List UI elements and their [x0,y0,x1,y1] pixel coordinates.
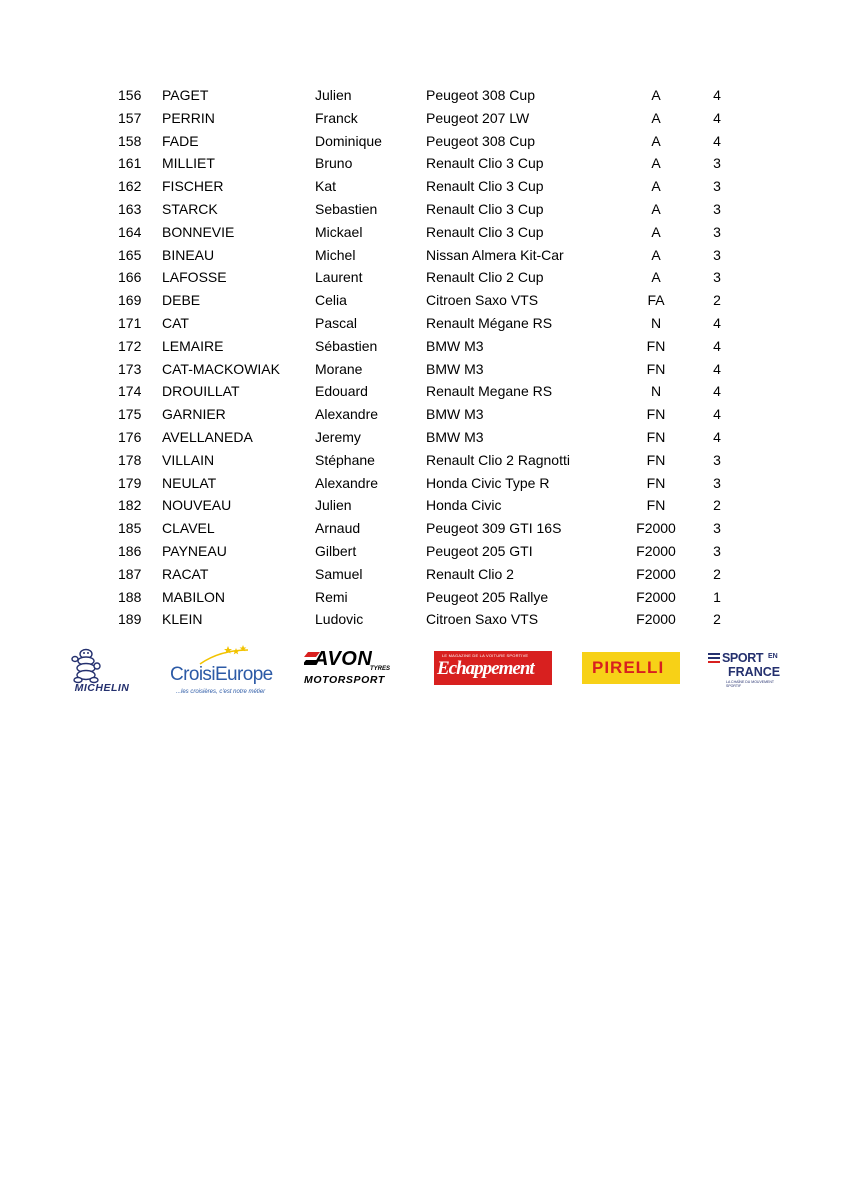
entry-group: A [651,223,661,240]
entry-number: 185 [118,520,142,537]
table-row [0,152,848,175]
entry-class: 3 [713,542,721,559]
entry-number: 188 [118,588,142,605]
table-row [0,472,848,495]
stars-icon [170,644,276,666]
en-wordmark: EN [768,653,778,660]
entry-class: 4 [713,428,721,445]
entry-first-name: Dominique [315,132,382,149]
entry-class: 3 [713,246,721,263]
entry-group: A [651,200,661,217]
entry-group: A [651,269,661,286]
entry-group: FN [646,451,666,468]
entry-group: FN [646,428,666,445]
entry-car: Honda Civic [426,497,502,514]
table-row [0,449,848,472]
sport-en-france-tagline: LA CHAÎNE DU MOUVEMENT SPORTIF [726,680,774,688]
entry-last-name: GARNIER [162,406,226,423]
entry-car: Honda Civic Type R [426,474,550,491]
entry-class: 2 [713,611,721,628]
entry-class: 2 [713,497,721,514]
entry-car: Citroen Saxo VTS [426,292,539,309]
entry-first-name: Morane [315,360,363,377]
entry-last-name: DROUILLAT [162,383,240,400]
bibendum-icon [64,646,140,684]
entry-number: 178 [118,451,142,468]
entry-last-name: RACAT [162,565,209,582]
entry-first-name: Edouard [315,383,368,400]
table-row [0,107,848,130]
entry-group: N [650,314,662,331]
table-row [0,426,848,449]
entry-last-name: PERRIN [162,109,215,126]
table-row [0,358,848,381]
entry-last-name: VILLAIN [162,451,215,468]
sport-en-france-logo [708,651,784,691]
table-row [0,244,848,267]
entry-car: Renault Clio 2 Cup [426,269,544,286]
entry-class: 2 [713,292,721,309]
entry-first-name: Sébastien [315,337,378,354]
table-row [0,540,848,563]
entry-first-name: Gilbert [315,542,357,559]
entry-class: 3 [713,178,721,195]
entry-class: 4 [713,109,721,126]
entry-last-name: MILLIET [162,155,215,172]
entry-first-name: Julien [315,87,352,103]
france-wordmark: FRANCE [728,665,781,679]
table-row [0,380,848,403]
entry-class: 3 [713,269,721,286]
entry-first-name: Mickael [315,223,363,240]
entry-number: 169 [118,292,142,309]
table-row [0,403,848,426]
entry-group: A [651,87,661,103]
entry-class: 3 [713,451,721,468]
table-row [0,563,848,586]
entry-group: FN [646,497,666,514]
entry-first-name: Ludovic [315,611,364,628]
entry-class: 3 [713,474,721,491]
table-row [0,517,848,540]
entry-last-name: CLAVEL [162,520,215,537]
entry-number: 166 [118,269,142,286]
entry-number: 163 [118,200,142,217]
entry-number: 156 [118,87,142,103]
sponsor-logos [0,640,848,700]
entry-car: Renault Clio 3 Cup [426,200,544,217]
entry-last-name: BINEAU [162,246,215,263]
entry-first-name: Franck [315,109,358,126]
table-row [0,130,848,153]
echappement-logo [434,651,552,685]
entry-car: Renault Clio 3 Cup [426,223,544,240]
pirelli-wordmark: PIRELLI [592,658,665,677]
avon-wordmark: AVON [314,648,373,670]
entry-class: 4 [713,360,721,377]
entry-last-name: CAT [162,314,189,331]
entry-first-name: Celia [315,292,347,309]
entry-last-name: DEBE [162,292,201,309]
entry-first-name: Jeremy [315,428,361,445]
entry-number: 172 [118,337,142,354]
entry-group: A [651,246,661,263]
entry-group: FN [646,406,666,423]
entry-number: 176 [118,428,142,445]
entry-first-name: Arnaud [315,520,361,537]
entry-class: 3 [713,520,721,537]
entry-class: 3 [713,155,721,172]
table-row [0,586,848,609]
entry-car: Peugeot 205 Rallye [426,588,549,605]
entry-last-name: KLEIN [162,611,203,628]
entry-last-name: AVELLANEDA [162,428,253,445]
avon-logo [304,650,408,690]
entry-class: 4 [713,337,721,354]
entry-first-name: Samuel [315,565,363,582]
entry-number: 171 [118,314,142,331]
sport-wordmark: SPORT [722,651,764,665]
entry-last-name: CAT-MACKOWIAK [162,360,280,377]
entry-number: 182 [118,497,142,514]
entry-last-name: FADE [162,132,199,149]
entry-last-name: BONNEVIE [162,223,235,240]
entry-first-name: Stéphane [315,451,375,468]
entry-group: F2000 [636,542,676,559]
entry-class: 4 [713,87,721,103]
entry-car: Citroen Saxo VTS [426,611,539,628]
entry-group: FN [646,360,666,377]
table-row [0,289,848,312]
entry-number: 161 [118,155,142,172]
entry-number: 158 [118,132,142,149]
entry-car: Peugeot 207 LW [426,109,530,126]
entry-number: 186 [118,542,142,559]
entry-car: Peugeot 308 Cup [426,132,535,149]
entry-class: 4 [713,406,721,423]
entry-first-name: Pascal [315,314,358,331]
entry-group: A [651,132,661,149]
entry-group: F2000 [636,611,676,628]
entry-number: 157 [118,109,142,126]
entry-car: Peugeot 308 Cup [426,87,535,103]
entry-group: A [651,178,661,195]
entry-car: BMW M3 [426,406,484,423]
entry-number: 173 [118,360,142,377]
entry-first-name: Alexandre [315,474,379,491]
entry-last-name: FISCHER [162,178,224,195]
entry-group: FN [646,474,666,491]
entry-last-name: STARCK [162,200,218,217]
entry-number: 164 [118,223,142,240]
croisieurope-logo [170,644,276,698]
entry-car: Renault Clio 2 [426,565,514,582]
entry-group: N [650,383,662,400]
echappement-subtitle: LE MAGAZINE DE LA VOITURE SPORTIVE [442,653,529,658]
michelin-wordmark: MICHELIN [74,682,130,694]
flag-stripes-icon [708,652,722,666]
entry-first-name: Alexandre [315,406,379,423]
croisieurope-wordmark: CroisiEurope [170,664,273,685]
entry-group: A [651,109,661,126]
entry-number: 174 [118,383,142,400]
michelin-logo [64,646,140,696]
entry-number: 187 [118,565,142,582]
entry-first-name: Remi [315,588,348,605]
entry-group: FA [647,292,665,309]
entry-first-name: Sebastien [315,200,378,217]
table-row [0,608,848,631]
entry-last-name: LAFOSSE [162,269,227,286]
table-row [0,198,848,221]
entry-group: F2000 [636,588,676,605]
entry-car: Renault Clio 3 Cup [426,178,544,195]
entry-class: 1 [713,588,721,605]
table-row [0,312,848,335]
pirelli-logo [582,652,680,684]
table-row [0,221,848,244]
entry-first-name: Laurent [315,269,363,286]
table-row [0,84,848,107]
avon-motorsport-text: MOTORSPORT [304,674,385,686]
entry-car: Peugeot 205 GTI [426,542,533,559]
entry-last-name: PAYNEAU [162,542,227,559]
entry-number: 175 [118,406,142,423]
entry-car: Renault Megane RS [426,383,553,400]
entry-number: 189 [118,611,142,628]
entry-car: Nissan Almera Kit-Car [426,246,564,263]
entry-last-name: LEMAIRE [162,337,224,354]
entry-number: 162 [118,178,142,195]
entry-list [0,84,848,631]
entry-group: F2000 [636,565,676,582]
entry-number: 165 [118,246,142,263]
entry-car: Peugeot 309 GTI 16S [426,520,562,537]
entry-last-name: NOUVEAU [162,497,232,514]
entry-last-name: MABILON [162,588,226,605]
table-row [0,335,848,358]
entry-class: 3 [713,223,721,240]
entry-class: 4 [713,314,721,331]
entry-class: 2 [713,565,721,582]
entry-car: Renault Clio 2 Ragnotti [426,451,570,468]
entry-first-name: Kat [315,178,337,195]
entry-car: Renault Clio 3 Cup [426,155,544,172]
entry-group: FN [646,337,666,354]
entry-car: Renault Mégane RS [426,314,553,331]
avon-tyres-text: TYRES [370,666,391,672]
table-row [0,266,848,289]
entry-class: 3 [713,200,721,217]
entry-class: 4 [713,383,721,400]
entry-car: BMW M3 [426,337,484,354]
entry-first-name: Bruno [315,155,353,172]
entry-car: BMW M3 [426,428,484,445]
croisieurope-tagline: ...les croisières, c'est notre métier [176,689,266,695]
entry-last-name: PAGET [162,87,209,103]
entry-first-name: Michel [315,246,356,263]
entry-car: BMW M3 [426,360,484,377]
echappement-wordmark: Echappement [437,658,534,679]
entry-class: 4 [713,132,721,149]
entry-first-name: Julien [315,497,352,514]
entry-last-name: NEULAT [162,474,217,491]
entry-group: A [651,155,661,172]
table-row [0,175,848,198]
entry-number: 179 [118,474,142,491]
table-row [0,494,848,517]
entry-group: F2000 [636,520,676,537]
